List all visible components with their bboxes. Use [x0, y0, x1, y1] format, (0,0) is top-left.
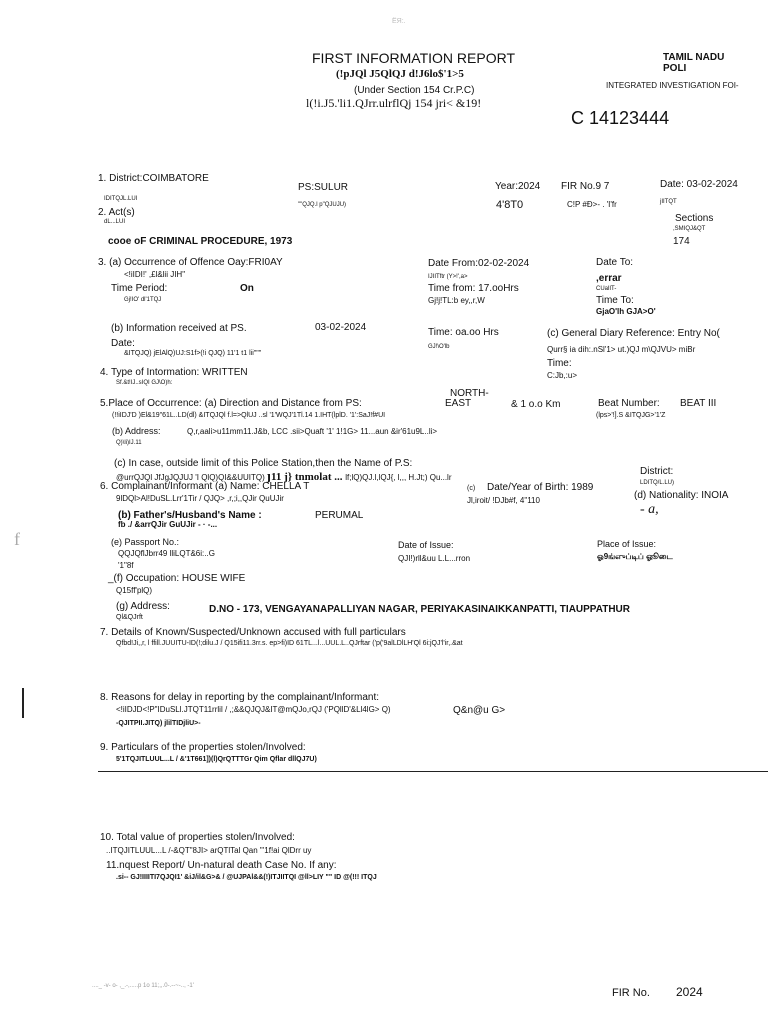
place-address-garbled: Q)\li)IJ.11 [116, 440, 142, 446]
outside-limit-garbled-tail: lf;lQ)QJ.l,lQJ{, l,,, H.Jt;) Qu...lr [345, 473, 452, 482]
total-value-label: 10. Total value of properties stolen/Involved: [100, 832, 295, 843]
acts-garbled: dL...LUI [104, 219, 126, 225]
delay-reasons-garbled-2: -QJITPII.JITQ) jlilTIDjliU>- [116, 720, 201, 727]
complainant-name-garbled: 9lDQl>Al!DuSL.Lrr'1Tir / QJQ> ,r,;i,,QJir QuUJir [116, 494, 284, 503]
outside-limit-garbled-bold: յ11 j} tnmolat ... [267, 471, 346, 483]
beat-label: Beat Number: [598, 398, 660, 409]
margin-f-mark: f [14, 529, 20, 549]
report-title: FIRST INFORMATION REPORT [312, 50, 516, 66]
margin-line [22, 688, 24, 718]
dob-prefix: (c) [467, 485, 476, 492]
inquest-report-label: 11.nquest Report/ Un-natural death Case No. If any: [106, 860, 337, 871]
delay-reasons-garbled-tail: Q&n@u G> [453, 705, 506, 716]
info-received-garbled: &ITQJQ) jElAlQ)UJ:S1f>(!i QJQ) 11'1 t1 lii""" [124, 350, 262, 357]
complainant-address-label: (g) Address: [116, 601, 170, 612]
passport-tail: '1"8f [118, 561, 134, 570]
place-address-label: (b) Address: [112, 426, 161, 436]
place-of-issue-label: Place of Issue: [597, 539, 657, 549]
outside-limit-garbled-start: @urrQJQl JfJgJQJUJ 'I QlQ)QI&&UUITQ) [116, 473, 267, 482]
father-name-value: PERUMAL [315, 510, 364, 521]
state-name: TAMIL NADU [663, 52, 725, 63]
information-type-garbled: Sf.&t!IJ..sIQI GJ\O)h: [116, 380, 173, 386]
report-section: (Under Section 154 Cr.P.C) [354, 85, 475, 96]
date-from-garbled: IJIITftr (Y>!',a> [428, 274, 468, 280]
district-label: 1. District:COIMBATORE [98, 173, 209, 184]
place-address-value: Q,r,aali>u11mm11.J&b, LCC .sii>Quaft '1' 1!1G> 11...aun &ir'61u9L..li> [187, 427, 438, 436]
time-period-label: Time Period: [111, 283, 168, 294]
time-from: Time from: 17.ooHrs [428, 283, 519, 294]
sections-value: 174 [673, 236, 690, 247]
stolen-properties-label: 9. Particulars of the properties stolen/Involved: [100, 742, 306, 753]
report-section-garbled: l(!i.J5.'li1.QJrr.ulrflQj 154 jri< &19! [306, 96, 482, 110]
gd-time: Time: [547, 358, 572, 369]
beat-garbled: (lps>'!].S &ITQJG>'1'Z [596, 412, 666, 419]
place-of-issue-garbled: ஓ9ங்எுப்டிப் ஓூடை [597, 552, 673, 561]
date-of-birth-garbled: Jl,iroit/ !DJb#f, 4"110 [467, 496, 540, 505]
delay-reasons-garbled-1: <!iIDJD<!P"IDuSLl.JTQT11rrlil / ,;&&QJQJ&IT@mQJo,rQJ ('PQllD'&Ll4lG> Q) [116, 705, 391, 714]
fir-number-garbled: C!P #Ð>- . 'I'fr [567, 200, 617, 209]
occupation-garbled: Q15ff'plQ) [116, 586, 153, 595]
acts-label: 2. Act(s) [98, 207, 135, 218]
info-date-label: Date: [111, 338, 135, 349]
fir-date-garbled: jIITQT [660, 199, 677, 205]
fir-year: Year:2024 [495, 181, 541, 192]
date-of-birth: Date/Year of Birth: 1989 [487, 482, 594, 493]
date-to-garbled-1: ,errar [596, 273, 622, 284]
signature-mark: - a, [640, 502, 659, 517]
delay-reasons-label: 8. Reasons for delay in reporting by the complainant/Informant: [100, 692, 380, 703]
form-name: INTEGRATED INVESTIGATION FOI- [606, 81, 739, 90]
complainant-address-garbled: Ql&QJrft [116, 614, 143, 621]
information-type: 4. Type of Intormation: WRITTEN [100, 367, 248, 378]
other-district-garbled: LDITQ/L.LU) [640, 480, 675, 486]
gd-reference: (c) General Diary Reference: Entry No( [547, 328, 720, 339]
occupation: _(f) Occupation: HOUSE WIFE [108, 573, 246, 584]
direction-north: NORTH- [450, 388, 489, 399]
info-time-garbled: GJ!\O'lb [428, 344, 450, 350]
father-name-label: (b) Father's/Husband's Name : [118, 510, 262, 521]
nationality: (d) Nationality: INOIA [634, 490, 729, 501]
issue-date-garbled: QJI!)rll&uu L.L...rron [398, 554, 471, 563]
passport-label: (e) Passport No.: [111, 537, 180, 547]
occurrence-day: 3. (a) Occurrence of Offence Oay:FRI0AY [98, 257, 283, 268]
complainant-address-value: D.NO - 173, VENGAYANAPALLIYAN NAGAR, PERIYAKASINAIKKANPATTI, TIAUPPATHUR [209, 604, 630, 615]
section-divider [98, 771, 768, 772]
occurrence-day-garbled: <!iIDI!' ,£l&lii JIH" [124, 270, 186, 279]
passport-garbled: QQJQflJbrr49 lliLQT&6i:..G [118, 549, 215, 558]
serial-number: C 14123444 [571, 108, 670, 128]
stolen-properties-garbled: 5'1TQJITLUUL...L / &'1T661])(l)QrQTTTGr Qim Qflar dllQJ7U) [116, 756, 317, 763]
date-from: Date From:02-02-2024 [428, 258, 530, 269]
fir-number: FIR No.9 7 [561, 181, 610, 192]
info-received-date: 03-02-2024 [315, 322, 367, 333]
time-from-garbled: Gj!j!TL:b ey,,r,W [428, 296, 485, 305]
beat-value: BEAT III [680, 398, 717, 409]
header-smudge: ЁЯ:. [392, 18, 406, 25]
district-garbled: IDITQJL.LUI [104, 196, 138, 202]
time-to-garbled: GjaO'lh GJA>O' [596, 307, 656, 316]
total-value-garbled: ..ITQJITLUUL...L /-&QT"8JI> arQTlTal Qan "'1f!ai QlDrr uy [106, 846, 312, 855]
date-to: Date To: [596, 257, 634, 268]
date-to-garbled-2: CUalIT- [596, 286, 617, 292]
sections-garbled: ,SMIQJ&QT [673, 226, 706, 232]
time-period-garbled: Gj!IO' dl'1TQJ [124, 297, 162, 303]
fir-date: Date: 03-02-2024 [660, 179, 738, 190]
direction-east: EAST [445, 398, 472, 409]
footer-fir-value: 2024 [676, 985, 703, 999]
accused-details-garbled: Qfbd!Ji,,r, l ffill.JUUITU-ID(!;dilu.J / Q15ifi11.3rr.s. ep>fi)ID 61TL...l...UUL.L..QJrftar ('p('9alLDlLH'Ql 6i:jQJ'l'ir,.&at [116, 640, 463, 647]
outside-limit: (c) In case, outside limit of this Police Station,then the Name of P.S: [114, 458, 413, 469]
police-station: PS:SULUR [298, 182, 349, 193]
act-code: cooe oF CRIMINAL PROCEDURE, 1973 [108, 236, 293, 247]
fir-year-garbled: 4'8T0 [496, 199, 524, 211]
time-to: Time To: [596, 295, 634, 306]
distance: & 1 o.o Km [511, 399, 561, 410]
footer-faint-text: ...._ -v- o- ,_.-,.....p 1o 11;,,.0-.--~-.., -1' [92, 983, 194, 989]
issue-date-label: Date of Issue: [398, 540, 454, 550]
gd-time-garbled: C:Jb,:u> [547, 371, 578, 380]
police-station-garbled: ""QJQ.l p"QJUJU) [298, 202, 347, 208]
report-subtitle-garbled: (!pJQl J5QlQJ d!J6lo$'1>5 [336, 68, 464, 80]
complainant-name: 6. Complainant/Informant (a) Name: CHELLA T [100, 481, 310, 492]
inquest-report-garbled: .si-- GJ!IIIITI7QJQI1' &iJ/il&G>& / @UJPAl&&(!)ITJIITQI @ll>LIY "" ID @(!!! ITQJ [116, 874, 377, 881]
info-time: Time: oa.oo Hrs [428, 327, 499, 338]
footer-fir-label: FIR No. [612, 987, 650, 999]
accused-details-label: 7. Details of Known/Suspected/Unknown accused with full particulars [100, 627, 406, 638]
info-received-label: (b) Information received at PS. [111, 323, 247, 334]
place-of-occurrence-label: 5.Place of Occurrence: (a) Direction and Distance from PS: [100, 398, 362, 409]
place-garbled: (!!iIDJ'D )El&19"61L..LD(dl) &ITQJQl f.l=>QlUJ ..sl '1'WQJ'1Tl.14 1.IHT(lplD. '1':SaJ!f#UI [112, 412, 386, 419]
father-name-garbled: fb ./ &arrQJir GuUJir - · -... [118, 520, 218, 529]
other-district-label: District: [640, 466, 674, 477]
time-period-value: On [240, 283, 254, 294]
gd-reference-garbled: Qurr§ ia dih:.nSl'1> ut.)QJ m\QJVU> miBr [547, 345, 696, 354]
department-name: POLI [663, 63, 687, 74]
sections-label: Sections [675, 213, 714, 224]
